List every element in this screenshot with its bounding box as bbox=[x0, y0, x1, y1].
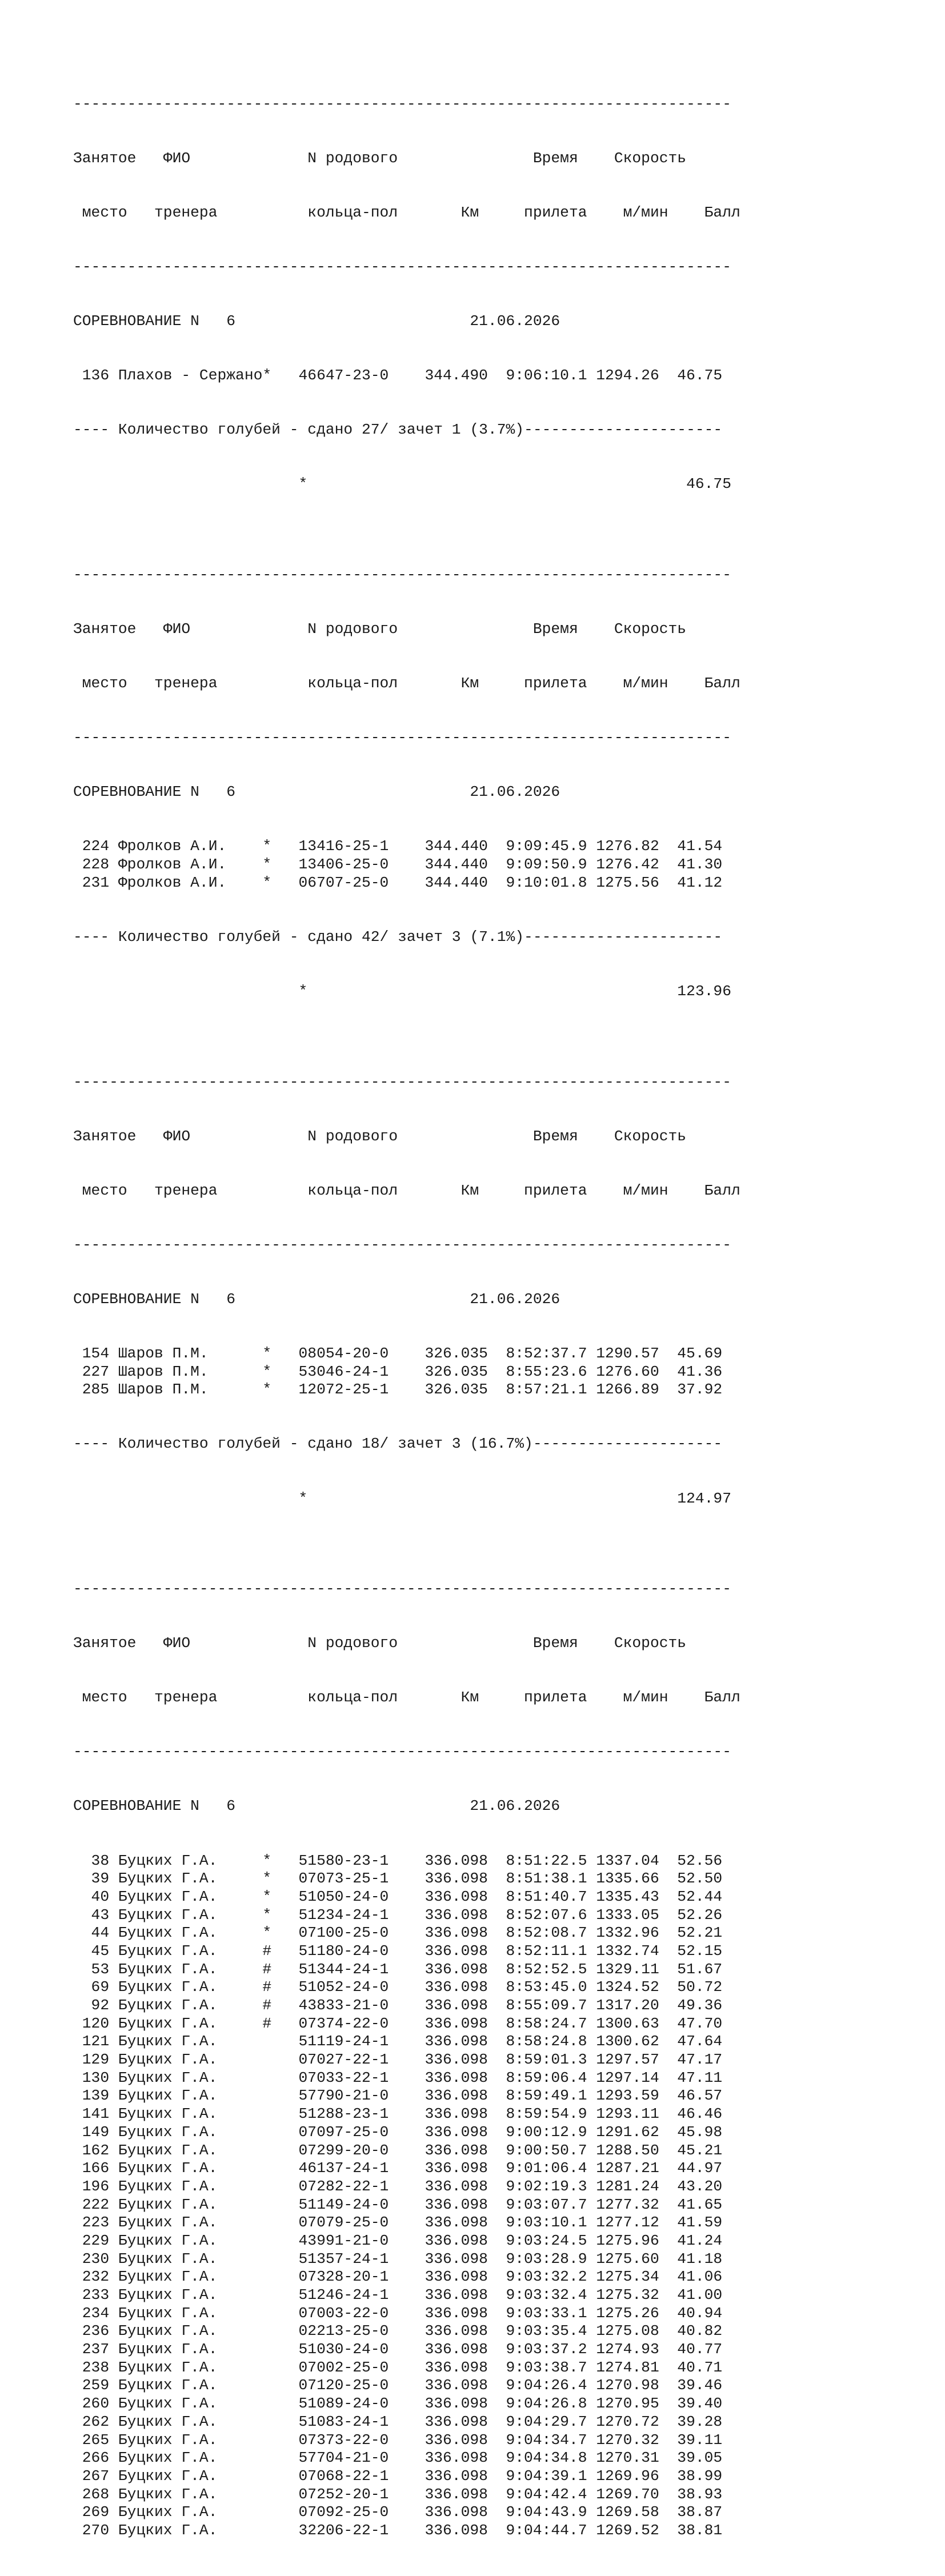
result-row: 154 Шаров П.М. * 08054-20-0 326.035 8:52:37.7 1290.57 45.69 bbox=[73, 1344, 723, 1362]
competition-title: СОРЕВНОВАНИЕ N 6 21.06.2026 bbox=[73, 1797, 560, 1815]
pigeon-count-summary: ---- Количество голубей - сдано 18/ зачет 3 (16.7%)--------------------- bbox=[73, 1435, 723, 1453]
result-row: 268 Буцких Г.А. 07252-20-1 336.098 9:04:42.4 1269.70 38.93 bbox=[73, 2485, 723, 2503]
result-row: 222 Буцких Г.А. 51149-24-0 336.098 9:03:07.7 1277.32 41.65 bbox=[73, 2196, 723, 2213]
result-row: 53 Буцких Г.А. # 51344-24-1 336.098 8:52:52.5 1329.11 51.67 bbox=[73, 1960, 723, 1978]
result-row: 259 Буцких Г.А. 07120-25-0 336.098 9:04:26.4 1270.98 39.46 bbox=[73, 2377, 723, 2394]
pigeon-count-summary: ---- Количество голубей - сдано 42/ зачет 3 (7.1%)---------------------- bbox=[73, 928, 723, 946]
pigeon-count-summary: ---- Количество голубей - сдано 27/ зачет 1 (3.7%)---------------------- bbox=[73, 421, 723, 439]
competition-title: СОРЕВНОВАНИЕ N 6 21.06.2026 bbox=[73, 783, 560, 801]
result-row: 162 Буцких Г.А. 07299-20-0 336.098 9:00:50.7 1288.50 45.21 bbox=[73, 2141, 723, 2159]
separator-line: ------------------------------------------------------------------------- bbox=[73, 95, 731, 113]
result-row: 227 Шаров П.М. * 53046-24-1 326.035 8:55:23.6 1276.60 41.36 bbox=[73, 1363, 723, 1380]
points-total: * 123.96 bbox=[73, 983, 731, 1000]
column-header-line-1: Занятое ФИО N родового Время Скорость bbox=[73, 1127, 687, 1145]
result-row: 120 Буцких Г.А. # 07374-22-0 336.098 8:58:24.7 1300.63 47.70 bbox=[73, 2014, 723, 2032]
result-row: 265 Буцких Г.А. 07373-22-0 336.098 9:04:34.7 1270.32 39.11 bbox=[73, 2431, 723, 2449]
result-row: 130 Буцких Г.А. 07033-22-1 336.098 8:59:06.4 1297.14 47.11 bbox=[73, 2069, 723, 2086]
column-header-line-2: место тренера кольца-пол Км прилета м/мин Балл bbox=[73, 1689, 740, 1706]
result-row: 166 Буцких Г.А. 46137-24-1 336.098 9:01:06.4 1287.21 44.97 bbox=[73, 2160, 723, 2177]
result-row: 234 Буцких Г.А. 07003-22-0 336.098 9:03:33.1 1275.26 40.94 bbox=[73, 2304, 723, 2322]
result-row: 232 Буцких Г.А. 07328-20-1 336.098 9:03:32.2 1275.34 41.06 bbox=[73, 2268, 723, 2286]
separator-line: ------------------------------------------------------------------------- bbox=[73, 1580, 731, 1598]
result-row: 121 Буцких Г.А. 51119-24-1 336.098 8:58:24.8 1300.62 47.64 bbox=[73, 2033, 723, 2050]
result-row: 285 Шаров П.М. * 12072-25-1 326.035 8:57:21.1 1266.89 37.92 bbox=[73, 1381, 723, 1399]
result-row: 228 Фролков А.И. * 13406-25-0 344.440 9:09:50.9 1276.42 41.30 bbox=[73, 856, 723, 874]
results-rows bbox=[73, 1852, 740, 2540]
result-row: 266 Буцких Г.А. 57704-21-0 336.098 9:04:34.8 1270.31 39.05 bbox=[73, 2449, 723, 2467]
column-header-line-1: Занятое ФИО N родового Время Скорость bbox=[73, 620, 687, 638]
result-row: 267 Буцких Г.А. 07068-22-1 336.098 9:04:39.1 1269.96 38.99 bbox=[73, 2467, 723, 2485]
points-total: * 124.97 bbox=[73, 1489, 731, 1507]
separator-line: ------------------------------------------------------------------------- bbox=[73, 729, 731, 747]
result-row: 270 Буцких Г.А. 32206-22-1 336.098 9:04:44.7 1269.52 38.81 bbox=[73, 2521, 723, 2539]
result-row: 260 Буцких Г.А. 51089-24-0 336.098 9:04:26.8 1270.95 39.40 bbox=[73, 2395, 723, 2413]
separator-line: ------------------------------------------------------------------------- bbox=[73, 258, 731, 276]
results-rows bbox=[73, 838, 740, 892]
result-row: 69 Буцких Г.А. # 51052-24-0 336.098 8:53:45.0 1324.52 50.72 bbox=[73, 1978, 723, 1996]
separator-line: ------------------------------------------------------------------------- bbox=[73, 1236, 731, 1253]
results-document bbox=[73, 23, 740, 2576]
result-row: 231 Фролков А.И. * 06707-25-0 344.440 9:10:01.8 1275.56 41.12 bbox=[73, 874, 723, 891]
result-row: 229 Буцких Г.А. 43991-21-0 336.098 9:03:24.5 1275.96 41.24 bbox=[73, 2232, 723, 2249]
result-row: 230 Буцких Г.А. 51357-24-1 336.098 9:03:28.9 1275.60 41.18 bbox=[73, 2250, 723, 2267]
result-row: 38 Буцких Г.А. * 51580-23-1 336.098 8:51:22.5 1337.04 52.56 bbox=[73, 1852, 723, 1869]
result-row: 40 Буцких Г.А. * 51050-24-0 336.098 8:51:40.7 1335.43 52.44 bbox=[73, 1888, 723, 1905]
result-row: 196 Буцких Г.А. 07282-22-1 336.098 9:02:19.3 1281.24 43.20 bbox=[73, 2177, 723, 2195]
column-header-line-2: место тренера кольца-пол Км прилета м/мин Балл bbox=[73, 1181, 740, 1199]
competition-title: СОРЕВНОВАНИЕ N 6 21.06.2026 bbox=[73, 1290, 560, 1308]
result-row: 262 Буцких Г.А. 51083-24-1 336.098 9:04:29.7 1270.72 39.28 bbox=[73, 2413, 723, 2430]
result-row: 129 Буцких Г.А. 07027-22-1 336.098 8:59:01.3 1297.57 47.17 bbox=[73, 2051, 723, 2069]
competition-title: СОРЕВНОВАНИЕ N 6 21.06.2026 bbox=[73, 313, 560, 330]
result-row: 149 Буцких Г.А. 07097-25-0 336.098 9:00:12.9 1291.62 45.98 bbox=[73, 2123, 723, 2141]
column-header-line-2: место тренера кольца-пол Км прилета м/мин Балл bbox=[73, 675, 740, 692]
separator-line: ------------------------------------------------------------------------- bbox=[73, 1073, 731, 1091]
column-header-line-1: Занятое ФИО N родового Время Скорость bbox=[73, 149, 687, 167]
result-row: 224 Фролков А.И. * 13416-25-1 344.440 9:09:45.9 1276.82 41.54 bbox=[73, 838, 723, 855]
results-rows bbox=[73, 367, 740, 385]
result-row: 269 Буцких Г.А. 07092-25-0 336.098 9:04:43.9 1269.58 38.87 bbox=[73, 2503, 723, 2521]
result-row: 139 Буцких Г.А. 57790-21-0 336.098 8:59:49.1 1293.59 46.57 bbox=[73, 2087, 723, 2105]
result-row: 44 Буцких Г.А. * 07100-25-0 336.098 8:52:08.7 1332.96 52.21 bbox=[73, 1924, 723, 1942]
points-total: * 46.75 bbox=[73, 475, 731, 493]
result-row: 236 Буцких Г.А. 02213-25-0 336.098 9:03:35.4 1275.08 40.82 bbox=[73, 2322, 723, 2340]
result-row: 39 Буцких Г.А. * 07073-25-1 336.098 8:51:38.1 1335.66 52.50 bbox=[73, 1870, 723, 1888]
result-row: 43 Буцких Г.А. * 51234-24-1 336.098 8:52:07.6 1333.05 52.26 bbox=[73, 1906, 723, 1924]
column-header-line-1: Занятое ФИО N родового Время Скорость bbox=[73, 1634, 687, 1652]
result-row: 237 Буцких Г.А. 51030-24-0 336.098 9:03:37.2 1274.93 40.77 bbox=[73, 2341, 723, 2358]
separator-line: ------------------------------------------------------------------------- bbox=[73, 566, 731, 583]
result-row: 136 Плахов - Сержано* 46647-23-0 344.490 9:06:10.1 1294.26 46.75 bbox=[73, 367, 723, 384]
column-header-line-2: место тренера кольца-пол Км прилета м/мин Балл bbox=[73, 204, 740, 221]
result-row: 92 Буцких Г.А. # 43833-21-0 336.098 8:55:09.7 1317.20 49.36 bbox=[73, 1997, 723, 2014]
result-row: 141 Буцких Г.А. 51288-23-1 336.098 8:59:54.9 1293.11 46.46 bbox=[73, 2105, 723, 2123]
results-rows bbox=[73, 1345, 740, 1399]
result-row: 223 Буцких Г.А. 07079-25-0 336.098 9:03:10.1 1277.12 41.59 bbox=[73, 2214, 723, 2232]
result-row: 238 Буцких Г.А. 07002-25-0 336.098 9:03:38.7 1274.81 40.71 bbox=[73, 2358, 723, 2376]
result-row: 45 Буцких Г.А. # 51180-24-0 336.098 8:52:11.1 1332.74 52.15 bbox=[73, 1942, 723, 1960]
result-row: 233 Буцких Г.А. 51246-24-1 336.098 9:03:32.4 1275.32 41.00 bbox=[73, 2286, 723, 2303]
separator-line: ------------------------------------------------------------------------- bbox=[73, 1743, 731, 1761]
